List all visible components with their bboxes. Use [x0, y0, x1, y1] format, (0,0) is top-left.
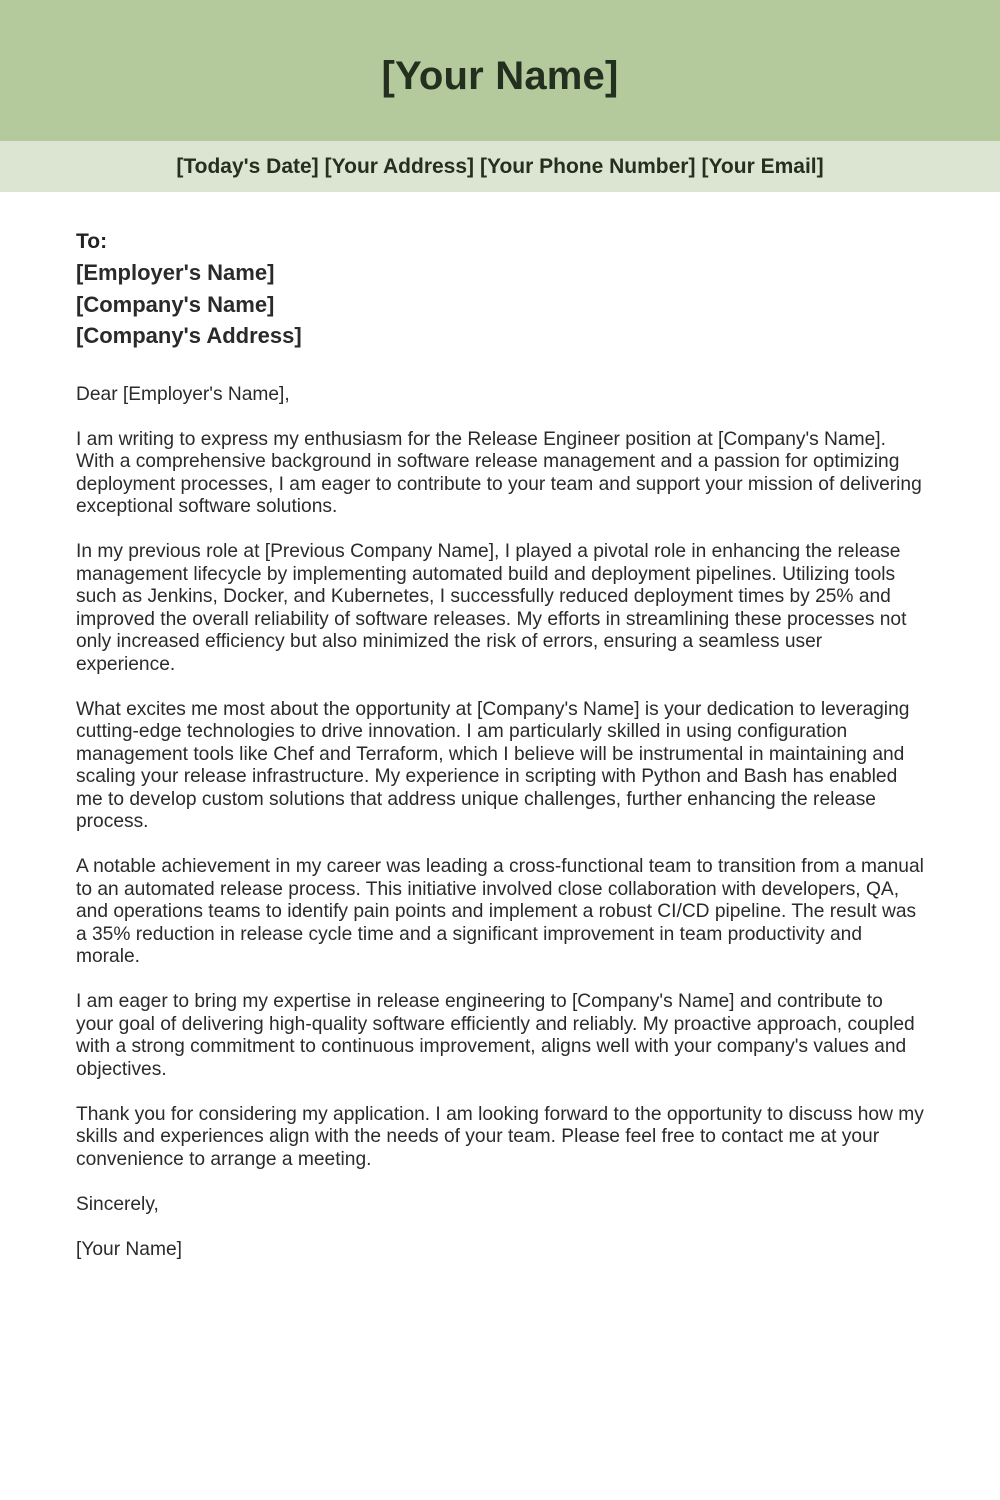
body-paragraph: I am eager to bring my expertise in release engineering to [Company's Name] and contribute to your goal of delivering high-quality software efficiently and reliably. My proactive approach, coupled with a strong commitment to continuous improvement, aligns well with your company's values and objectives. [76, 991, 915, 1080]
signature: [Your Name] [76, 1238, 182, 1260]
contact-address: [Your Address] [324, 154, 475, 178]
contact-email: [Your Email] [701, 154, 824, 178]
recipient-company-address: [Company's Address] [76, 323, 302, 348]
recipient-block [76, 226, 924, 352]
body-paragraph: Thank you for considering my application. I am looking forward to the opportunity to discuss how my skills and experiences align with the needs of your team. Please feel free to contact me at your convenience to arrange a meeting. [76, 1103, 924, 1170]
salutation: Dear [Employer's Name], [76, 383, 290, 405]
body-paragraph: A notable achievement in my career was leading a cross-functional team to transition from a manual to an automated release process. This initiative involved close collaboration with developers, QA, and operations teams to identify pain points and implement a robust CI/CD pipeline. The result was a 35% reduction in release cycle time and a significant improvement in team productivity and morale. [76, 856, 924, 967]
letter-header [0, 0, 1000, 141]
recipient-employer-name: [Employer's Name] [76, 260, 275, 285]
contact-phone: [Your Phone Number] [480, 154, 696, 178]
sender-name: [Your Name] [381, 54, 619, 98]
contact-date: [Today's Date] [176, 154, 319, 178]
letter-body [76, 384, 924, 1262]
body-paragraph: What excites me most about the opportunity at [Company's Name] is your dedication to leveraging cutting-edge technologies to drive innovation. I am particularly skilled in using configuration management tools like Chef and Terraform, which I believe will be instrumental in maintaining and scaling your release infrastructure. My experience in scripting with Python and Bash has enabled me to develop custom solutions that address unique challenges, further enhancing the release process. [76, 698, 910, 832]
recipient-label: To: [76, 230, 108, 253]
letter-content [0, 226, 1000, 1284]
body-paragraph: I am writing to express my enthusiasm for the Release Engineer position at [Company's Name]. With a comprehensive background in software release management and a passion for optimizing deployment processes, I am eager to contribute to your team and support your mission of delivering exceptional software solutions. [76, 428, 922, 517]
body-paragraph: In my previous role at [Previous Company Name], I played a pivotal role in enhancing the release management lifecycle by implementing automated build and deployment pipelines. Utilizing tools such as Jenkins, Docker, and Kubernetes, I successfully reduced deployment times by 25% and improved the overall reliability of software releases. My efforts in streamlining these processes not only increased efficiency but also minimized the risk of errors, ensuring a seamless user experience. [76, 541, 907, 675]
closing: Sincerely, [76, 1193, 159, 1215]
contact-info-bar [0, 141, 1000, 192]
recipient-company-name: [Company's Name] [76, 291, 275, 317]
